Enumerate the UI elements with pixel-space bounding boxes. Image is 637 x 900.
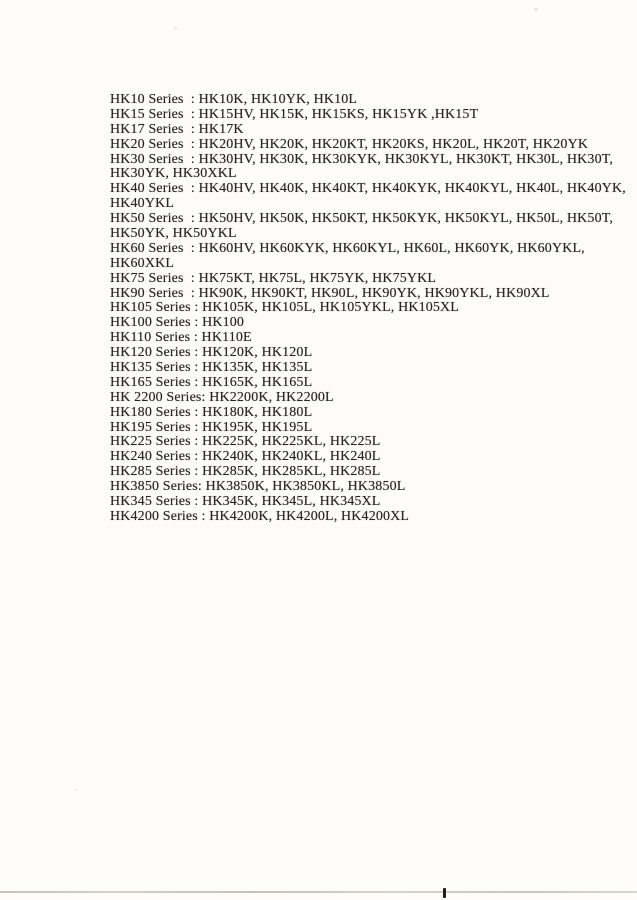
scan-speck [174,27,177,30]
text-line: HK40YKL [110,196,175,212]
text-line: HK285 Series : HK285K, HK285KL, HK285L [110,464,381,480]
text-line: HK60XKL [110,255,175,271]
text-line: HK30 Series : HK30HV, HK30K, HK30KYK, HK30KYL, HK30KT, HK30L, HK30T, [110,151,614,167]
scan-speck [74,789,77,791]
text-line: HK4200 Series : HK4200K, HK4200L, HK4200XL [110,508,410,524]
text-line: HK120 Series : HK120K, HK120L [110,345,313,361]
text-line: HK165 Series : HK165K, HK165L [110,374,313,390]
text-line: HK225 Series : HK225K, HK225KL, HK225L [110,434,381,450]
text-line: HK135 Series : HK135K, HK135L [110,360,313,376]
text-line: HK60 Series : HK60HV, HK60KYK, HK60KYL, HK60L, HK60YK, HK60YKL, [110,240,585,256]
text-line: HK345 Series : HK345K, HK345L, HK345XL [110,494,381,510]
text-line: HK40 Series : HK40HV, HK40K, HK40KT, HK40KYK, HK40KYL, HK40L, HK40YK, [110,181,626,197]
text-line: HK240 Series : HK240K, HK240KL, HK240L [110,449,381,465]
text-line: HK20 Series : HK20HV, HK20K, HK20KT, HK20KS, HK20L, HK20T, HK20YK [110,136,589,152]
text-line: HK195 Series : HK195K, HK195L [110,419,313,435]
text-line: HK 2200 Series: HK2200K, HK2200L [110,389,334,405]
text-line: HK50 Series : HK50HV, HK50K, HK50KT, HK50KYK, HK50KYL, HK50L, HK50T, [110,211,614,227]
text-line: HK100 Series : HK100 [110,315,245,331]
text-line: HK50YK, HK50YKL [110,226,237,242]
scan-speck [534,8,538,11]
text-line: HK30YK, HK30XKL [110,166,237,182]
text-line: HK15 Series : HK15HV, HK15K, HK15KS, HK15YK ,HK15T [110,106,479,122]
text-line: HK180 Series : HK180K, HK180L [110,404,313,420]
text-line: HK17 Series : HK17K [110,121,244,137]
scan-artifact-line [0,891,637,893]
text-line: HK10 Series : HK10K, HK10YK, HK10L [110,92,358,107]
scan-artifact-tick [443,888,446,898]
text-line: HK105 Series : HK105K, HK105L, HK105YKL, HK105XL [110,300,460,316]
text-line: HK110 Series : HK110E [110,330,252,346]
text-line: HK75 Series : HK75KT, HK75L, HK75YK, HK75YKL [110,270,437,286]
text-line: HK3850 Series: HK3850K, HK3850KL, HK3850L [110,479,406,495]
series-list [110,93,626,525]
text-line: HK90 Series : HK90K, HK90KT, HK90L, HK90YK, HK90YKL, HK90XL [110,285,550,301]
